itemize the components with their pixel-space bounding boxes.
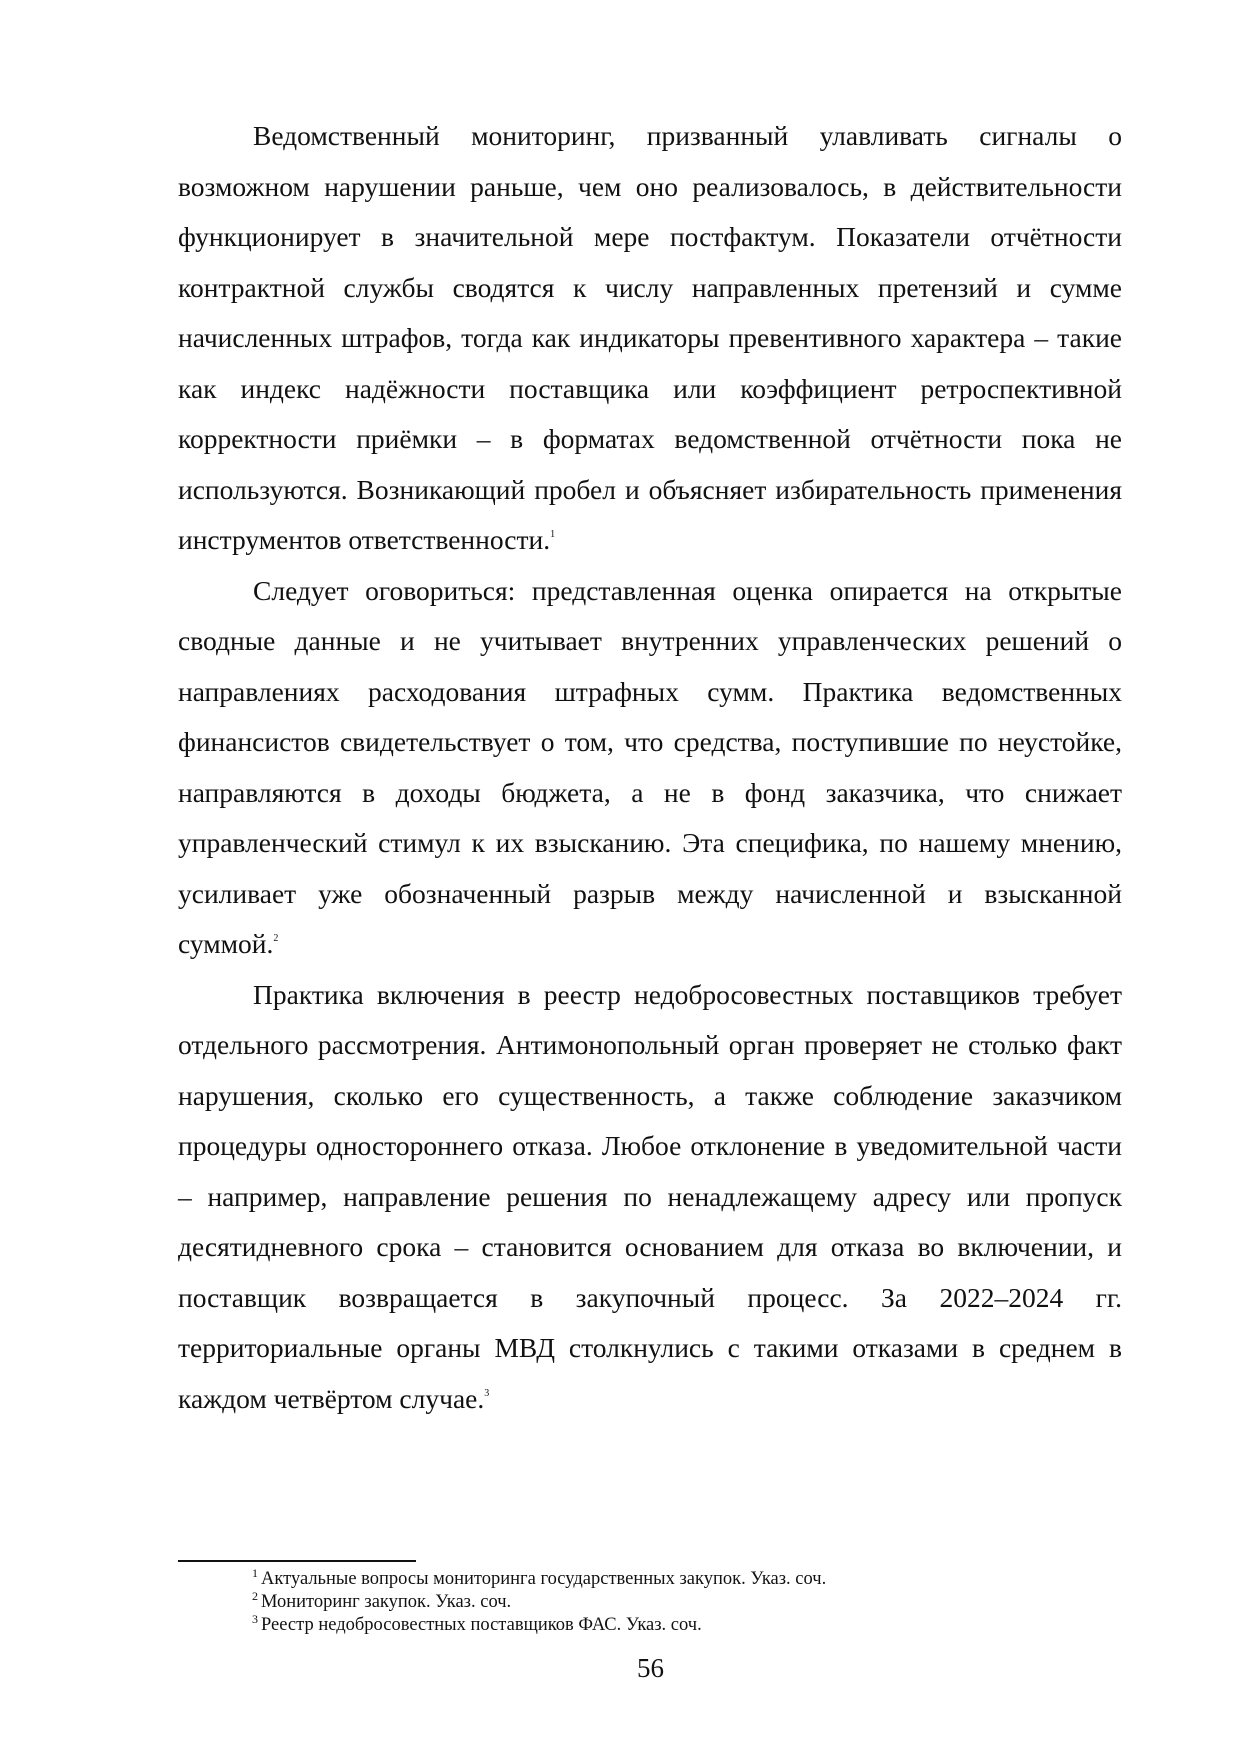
paragraph-text: Ведомственный мониторинг, призванный улавливать сигналы о возможном нарушении раньше, чем оно реализовалось, в действительности функционирует в значительной мере постфактум. Показатели отчётности контрактной службы сводятся к числу направленных претензий и сумме начисленных штрафов, тогда как индикаторы превентивного характера – такие как индекс надёжности поставщика или коэффициент ретроспективной корректности приёмки – в форматах ведомственной отчётности пока не используются. Возникающий пробел и объясняет избирательность применения инструментов ответственности.	[178, 120, 1122, 555]
footnote-number: 3	[252, 1612, 258, 1626]
footnote-text: Реестр недобросовестных поставщиков ФАС. Указ. соч.	[261, 1615, 702, 1635]
paragraph-text: Практика включения в реестр недобросовестных поставщиков требует отдельного рассмотрения. Антимонопольный орган проверяет не столько факт нарушения, сколько его существенность, а также соблюдение заказчиком процедуры одностороннего отказа. Любое отклонение в уведомительной части – например, направление решения по ненадлежащему адресу или пропуск десятидневного срока – становится основанием для отказа во включении, и поставщик возвращается в закупочный процесс. За 2022–2024 гг. территориальные органы МВД столкнулись с такими отказами в среднем в каждом четвёртом случае.	[178, 978, 1122, 1414]
paragraph-text: Следует оговориться: представленная оценка опирается на открытые сводные данные и не учитывает внутренних управленческих решений о направлениях расходования штрафных сумм. Практика ведомственных финансистов свидетельствует о том, что средства, поступившие по неустойке, направляются в доходы бюджета, а не в фонд заказчика, что снижает управленческий стимул к их взысканию. Эта специфика, по нашему мнению, усиливает уже обозначенный разрыв между начисленной и взысканной суммой.	[178, 574, 1122, 959]
footnote-text: Актуальные вопросы мониторинга государственных закупок. Указ. соч.	[261, 1569, 827, 1589]
footnote-number: 2	[252, 1589, 258, 1603]
footnote-3	[252, 1614, 1112, 1637]
footnote-number: 1	[252, 1566, 258, 1580]
paragraph-1	[178, 111, 1122, 566]
body-text	[178, 111, 1122, 1424]
paragraph-2	[178, 566, 1122, 970]
footnote-reference[interactable]: 3	[484, 1387, 490, 1399]
footnote-reference[interactable]: 1	[550, 529, 556, 540]
page-number: 56	[637, 1653, 664, 1683]
footnote-reference[interactable]: 2	[273, 933, 279, 944]
footnote-2	[252, 1591, 1112, 1614]
footnote-text: Мониторинг закупок. Указ. соч.	[261, 1592, 512, 1612]
footnote-1	[252, 1568, 1112, 1591]
footnote-separator	[178, 1560, 416, 1562]
footnotes	[252, 1568, 1112, 1637]
paragraph-3	[178, 970, 1122, 1425]
